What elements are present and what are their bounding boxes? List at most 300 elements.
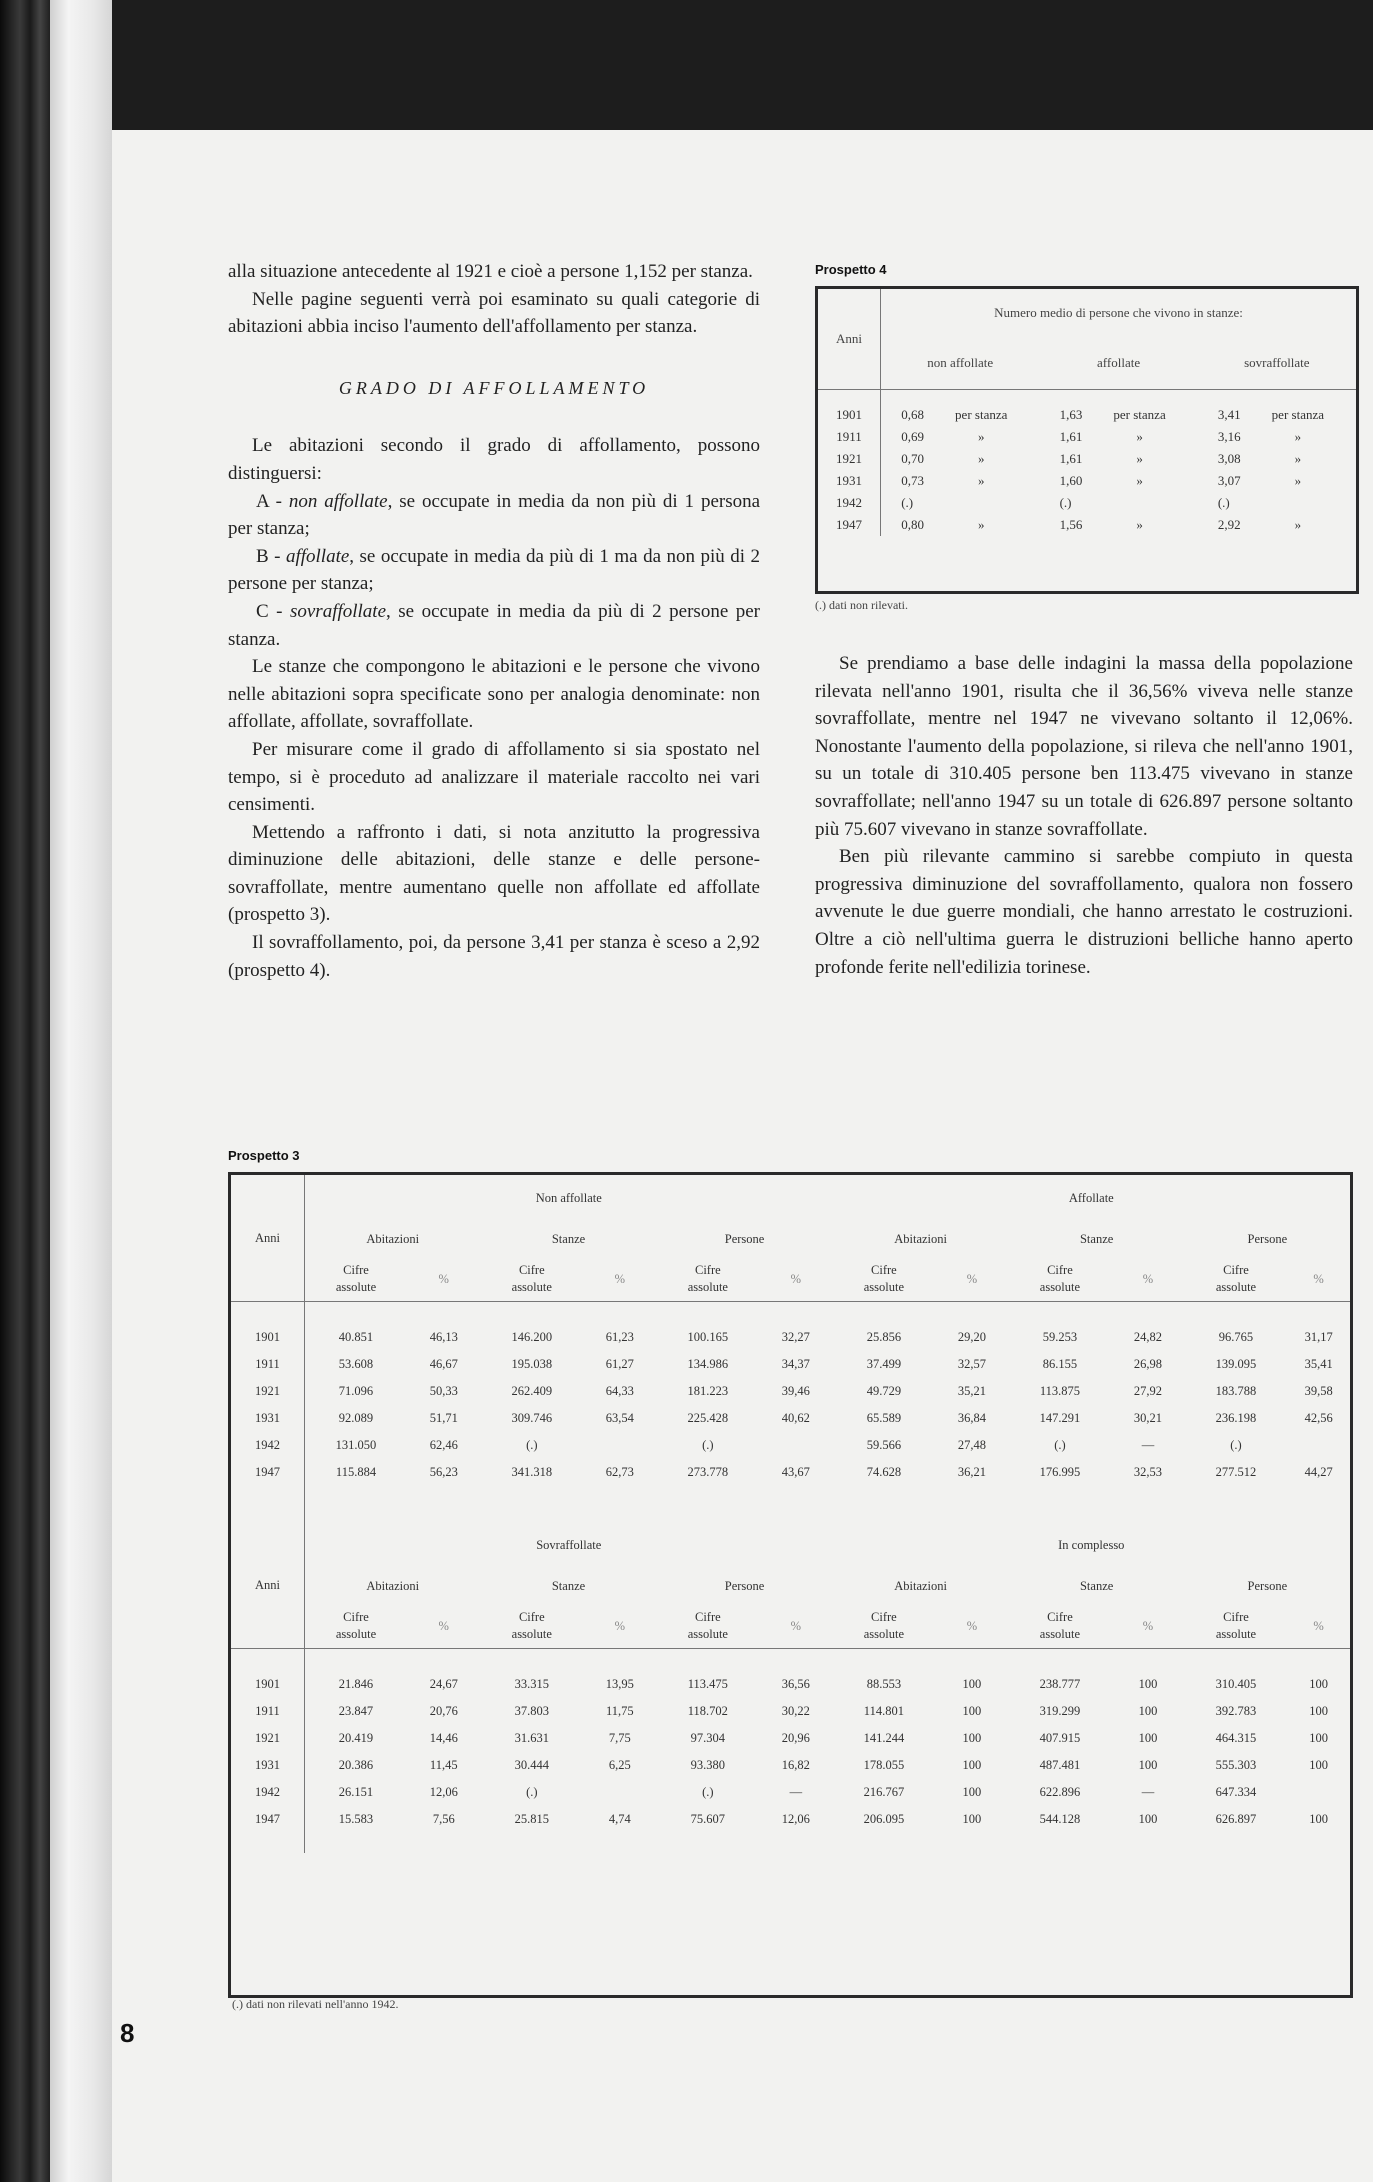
percent-cell: 100 [1309,1731,1329,1745]
absolute-value-cell: 206.095 [863,1812,905,1826]
cifre-header [480,1604,583,1649]
percent-cell: 100 [1138,1731,1158,1745]
year-cell: 1942 [231,1432,304,1459]
absolute-value-cell: 30.444 [514,1758,549,1772]
average-value: 0,69 [901,429,924,444]
paragraph: Se prendiamo a base delle indagini la massa della popolazione rilevata nell'anno 1901, risulta che il 36,56% viveva nelle stanze sovraffollate, mentre nel 1947 ne vivevano soltanto il 12,06%. Nonostante l'aumento della popolazione, si rileva che nell'anno 1901, su un totale di 310.405 persone ben 113.475 vivevano in stanze sovraffollate; nell'anno 1947 su un totale di 626.897 persone soltanto più 75.607 vivevano in stanze sovraffollate. [815,653,1353,840]
col-header-pers: Persone [724,1231,765,1246]
unit-label: per stanza [1271,407,1325,422]
absolute-value-cell: 139.095 [1215,1357,1257,1371]
percent-cell: 100 [962,1812,982,1826]
year-cell: 1911 [818,426,881,448]
absolute-value-cell: 407.915 [1039,1731,1081,1745]
prospetto-4-note: (.) dati non rilevati. [815,598,908,612]
col-header-abit: Abitazioni [894,1578,947,1593]
percent-cell: 30,22 [781,1704,810,1718]
term-non-affollate: non affollate [288,490,388,512]
table-row [818,426,1356,448]
absolute-value-cell: 277.512 [1215,1465,1257,1479]
cifre-label: Cifre [1223,1263,1249,1277]
percent-cell: 11,45 [429,1758,458,1772]
percent-cell: 14,46 [429,1731,458,1745]
average-value: 1,63 [1059,407,1083,422]
percent-cell: 29,20 [957,1330,986,1344]
percent-header: % [759,1604,832,1649]
average-value: 3,08 [1217,451,1241,466]
value-cell [881,492,1040,514]
percent-cell [1287,1779,1350,1806]
absolute-value-cell: 309.746 [511,1411,553,1425]
year-cell: 1921 [231,1378,304,1405]
average-value: 0,80 [901,517,924,532]
spacer-cell [304,1302,1350,1325]
absolute-value-cell: 225.428 [687,1411,729,1425]
scan-edge-dark [0,0,50,2182]
unit-label: » [1294,473,1302,488]
prospetto-3-table-frame [228,1172,1353,1998]
col-header-anni: Anni [231,1175,304,1302]
unit-label: per stanza [1113,407,1166,422]
percent-header: % [1111,1604,1184,1649]
cifre-header [304,1604,407,1649]
table-row [231,1459,1350,1486]
percent-cell: 100 [1309,1812,1329,1826]
table-row [231,1806,1350,1833]
assolute-label: assolute [511,1280,552,1294]
paragraph: Per misurare come il grado di affollamento si sia spostato nel tempo, si è proceduto ad analizzare il materiale raccolto nei vari censimenti. [228,738,760,816]
list-label: A - [256,490,282,512]
table-row [818,404,1356,426]
absolute-value-cell: 319.299 [1039,1704,1081,1718]
assolute-label: assolute [1215,1280,1257,1294]
assolute-label: assolute [687,1627,728,1641]
value-cell [1039,514,1197,536]
year-cell: 1931 [818,470,881,492]
col-header-anni: Anni [818,289,881,390]
value-cell [1198,470,1356,492]
year-cell: 1911 [231,1698,304,1725]
page-number: 8 [120,2018,135,2048]
absolute-value-cell: (.) [702,1785,714,1799]
year-cell: 1942 [231,1779,304,1806]
percent-cell: 27,92 [1133,1384,1163,1398]
cifre-label: Cifre [343,1610,369,1624]
absolute-value-cell: 626.897 [1215,1812,1257,1826]
absolute-value-cell: 25.856 [866,1330,902,1344]
percent-cell: 11,75 [605,1704,634,1718]
spacer-row [231,1833,1350,1853]
spacer-cell [304,1486,1350,1522]
prospetto-4-table-frame [815,286,1359,594]
percent-cell: 4,74 [608,1812,631,1826]
cifre-header [657,1257,760,1302]
average-value: 3,07 [1217,473,1241,488]
average-value: 0,70 [901,451,924,466]
year-cell: 1947 [231,1459,304,1486]
percent-header: % [935,1257,1008,1302]
paragraph: Ben più rilevante cammino si sarebbe compiuto in questa progressiva diminuzione del sovraffollamento, qualora non fossero avvenute le due guerre mondiali, che hanno arrestato le costruzioni. Oltre a ciò nell'ultima guerra le distruzioni belliche hanno aperto profonde ferite nell'edilizia torinese. [815,846,1353,978]
sub-header-row [231,1568,1350,1604]
percent-cell: — [789,1785,803,1799]
paragraph: Le abitazioni secondo il grado di affollamento, possono distinguersi: [228,435,760,484]
absolute-value-cell: (.) [1054,1438,1066,1452]
col-header-stanze: Stanze [551,1231,586,1246]
unit-label: » [1136,517,1143,532]
percent-cell: 20,96 [781,1731,810,1745]
table-row [231,1405,1350,1432]
percent-cell: 34,37 [781,1357,810,1371]
absolute-value-cell: 20.386 [338,1758,374,1772]
table-row [818,492,1356,514]
table-row [818,514,1356,536]
absolute-value-cell: 97.304 [690,1731,726,1745]
col-group-header: Numero medio di persone che vivono in stanze: [994,305,1243,320]
spacer-cell [231,1302,304,1325]
unit-label: » [977,517,985,532]
average-value: 2,92 [1217,517,1241,532]
cifre-header [1185,1257,1288,1302]
assolute-label: assolute [1039,1627,1081,1641]
absolute-value-cell: 544.128 [1039,1812,1081,1826]
percent-cell: 61,23 [605,1330,634,1344]
percent-header: % [759,1257,832,1302]
group-header-right: Affollate [1068,1190,1114,1205]
percent-cell: 20,76 [429,1704,458,1718]
percent-cell: — [1141,1785,1155,1799]
assolute-label: assolute [335,1627,377,1641]
absolute-value-cell: 195.038 [511,1357,553,1371]
percent-cell: 46,67 [429,1357,458,1371]
col-header-abit: Abitazioni [894,1231,947,1246]
table-row [231,1698,1350,1725]
list-text: , se occupate in media da più di 1 ma da non più di 2 persone per stanza; [228,545,761,595]
percent-cell: 32,53 [1133,1465,1163,1479]
percent-header: % [1287,1257,1350,1302]
absolute-value-cell: 176.995 [1039,1465,1081,1479]
cifre-header [657,1604,760,1649]
col-header-stanze: Stanze [551,1578,586,1593]
cifre-label: Cifre [871,1263,897,1277]
absolute-value-cell: 40.851 [338,1330,374,1344]
assolute-label: assolute [863,1627,905,1641]
table-row [818,448,1356,470]
percent-cell: 12,06 [781,1812,810,1826]
percent-cell: 100 [962,1785,982,1799]
average-value: 1,60 [1059,473,1083,488]
absolute-value-cell: 178.055 [863,1758,905,1772]
percent-cell [1287,1432,1350,1459]
unit-label: » [1294,451,1302,466]
absolute-value-cell: 49.729 [866,1384,902,1398]
assolute-label: assolute [687,1280,728,1294]
average-value: 1,61 [1059,429,1083,444]
col-header-non-affollate: non affollate [881,337,1040,390]
paragraph: Il sovraffollamento, poi, da persone 3,41 per stanza è sceso a 2,92 (prospetto 4). [228,932,760,981]
percent-cell: 36,56 [781,1677,810,1691]
percent-cell: 100 [962,1677,982,1691]
cifre-label: Cifre [343,1263,369,1277]
cifre-header [833,1257,936,1302]
table-row [231,1671,1350,1698]
value-cell [881,404,1040,426]
percent-cell [759,1432,832,1459]
prospetto-3-note: (.) dati non rilevati nell'anno 1942. [232,1997,399,2011]
percent-cell: 56,23 [429,1465,458,1479]
absolute-value-cell: 37.803 [514,1704,549,1718]
year-cell: 1947 [231,1806,304,1833]
cifre-label: Cifre [871,1610,897,1624]
spacer-cell [231,1649,304,1672]
percent-cell: 35,41 [1304,1357,1333,1371]
percent-cell: 43,67 [781,1465,810,1479]
cifre-header [1185,1604,1288,1649]
absolute-value-cell: 341.318 [511,1465,553,1479]
percent-cell [583,1432,656,1459]
list-label: C - [256,600,283,622]
absolute-value-cell: 93.380 [690,1758,726,1772]
year-cell: 1901 [231,1671,304,1698]
percent-cell: 46,13 [429,1330,458,1344]
absolute-value-cell: (.) [702,1438,714,1452]
list-item-b [228,543,760,598]
assolute-label: assolute [335,1280,377,1294]
unit-label: » [977,429,985,444]
list-text: , se occupate in media da più di 2 persone per stanza. [228,600,760,650]
col-header-sovraffollate: sovraffollate [1198,337,1356,390]
percent-cell: — [1141,1438,1155,1452]
percent-cell: 42,56 [1304,1411,1333,1425]
absolute-value-cell: 113.475 [687,1677,728,1691]
average-value: 0,73 [901,473,924,488]
table-row [231,1432,1350,1459]
absolute-value-cell: 31.631 [514,1731,549,1745]
absolute-value-cell: 115.884 [335,1465,377,1479]
percent-cell: 16,82 [781,1758,810,1772]
percent-cell: 24,82 [1133,1330,1163,1344]
average-value: 0,68 [901,407,924,422]
spacer-row [231,1649,1350,1672]
percent-cell: 6,25 [608,1758,631,1772]
absolute-value-cell: 238.777 [1039,1677,1081,1691]
spacer-row [231,1302,1350,1325]
year-cell: 1947 [818,514,881,536]
percent-cell: 36,21 [957,1465,986,1479]
cifre-header [1009,1257,1112,1302]
percent-cell: 61,27 [605,1357,634,1371]
spacer-cell [304,1649,1350,1672]
absolute-value-cell: 147.291 [1039,1411,1081,1425]
scan-edge-light [50,0,112,2182]
assolute-label: assolute [1039,1280,1081,1294]
group-header-left: Non affollate [535,1190,602,1205]
percent-cell: 12,06 [429,1785,458,1799]
percent-cell: 100 [962,1758,982,1772]
year-cell: 1901 [231,1324,304,1351]
col-header-stanze: Stanze [1079,1578,1114,1593]
year-cell: 1931 [231,1752,304,1779]
unit-label: » [977,473,985,488]
percent-header: % [935,1604,1008,1649]
absolute-value-cell: 92.089 [338,1411,374,1425]
percent-cell: 100 [1138,1704,1158,1718]
absolute-value-cell: 37.499 [866,1357,902,1371]
absolute-value-cell: 236.198 [1215,1411,1257,1425]
absolute-value-cell: 65.589 [866,1411,902,1425]
table-row [231,1351,1350,1378]
percent-cell: 100 [962,1731,982,1745]
year-cell: 1931 [231,1405,304,1432]
cifre-header [833,1604,936,1649]
cifre-header-row [231,1604,1350,1649]
unit-label: » [1294,429,1302,444]
year-cell: 1942 [818,492,881,514]
absolute-value-cell: 464.315 [1215,1731,1257,1745]
percent-cell: 50,33 [429,1384,458,1398]
percent-cell: 32,27 [781,1330,810,1344]
percent-cell: 100 [1309,1758,1329,1772]
cifre-label: Cifre [694,1610,721,1624]
assolute-label: assolute [863,1280,905,1294]
absolute-value-cell: 555.303 [1215,1758,1257,1772]
cifre-header [480,1257,583,1302]
percent-cell: 31,17 [1304,1330,1333,1344]
cifre-label: Cifre [694,1263,721,1277]
cifre-header [1009,1604,1112,1649]
value-cell [1039,448,1197,470]
percent-cell: 27,48 [957,1438,986,1452]
col-header-pers: Persone [1247,1578,1288,1593]
unit-label: » [1136,429,1143,444]
percent-cell: 100 [962,1704,982,1718]
percent-cell: 64,33 [605,1384,634,1398]
spacer-row [231,1486,1350,1522]
absolute-value-cell: 96.765 [1218,1330,1254,1344]
absolute-value-cell: 118.702 [687,1704,728,1718]
year-cell: 1921 [231,1725,304,1752]
percent-cell: 7,56 [432,1812,455,1826]
absolute-value-cell: 59.253 [1042,1330,1078,1344]
absolute-value-cell: 487.481 [1039,1758,1081,1772]
spacer-cell [231,1833,304,1853]
average-value: (.) [1059,495,1072,510]
average-value: 3,41 [1217,407,1241,422]
value-cell [881,514,1040,536]
value-cell [881,426,1040,448]
percent-cell: 62,73 [605,1465,634,1479]
section-heading: GRADO DI AFFOLLAMENTO [338,377,650,398]
absolute-value-cell: 100.165 [687,1330,729,1344]
absolute-value-cell: 131.050 [335,1438,377,1452]
prospetto-3-table [231,1175,1350,1853]
absolute-value-cell: 88.553 [866,1677,902,1691]
percent-cell: 100 [1138,1677,1158,1691]
absolute-value-cell: 114.801 [863,1704,904,1718]
unit-label: » [1136,473,1143,488]
absolute-value-cell: (.) [526,1438,538,1452]
left-text-column [228,258,760,984]
value-cell [881,448,1040,470]
assolute-label: assolute [511,1627,552,1641]
absolute-value-cell: 26.151 [338,1785,374,1799]
cifre-header-row [231,1257,1350,1302]
absolute-value-cell: 146.200 [511,1330,553,1344]
list-item-a [228,488,760,543]
absolute-value-cell: 21.846 [338,1677,374,1691]
group-header-right: In complesso [1058,1537,1125,1552]
prospetto-4-table [818,289,1356,536]
percent-cell: 100 [1309,1677,1329,1691]
percent-cell: 100 [1138,1812,1158,1826]
paragraph: Nelle pagine seguenti verrà poi esaminato su quali categorie di abitazioni abbia inciso l'aumento dell'affollamento per stanza. [228,288,760,338]
unit-label: » [1136,451,1143,466]
percent-header: % [583,1257,656,1302]
group-header-left: Sovraffollate [536,1537,602,1552]
cifre-label: Cifre [1223,1610,1249,1624]
percent-header: % [407,1604,480,1649]
value-cell [1039,470,1197,492]
group-header-row [231,1522,1350,1568]
absolute-value-cell: 310.405 [1215,1677,1257,1691]
percent-header: % [583,1604,656,1649]
absolute-value-cell: 647.334 [1215,1785,1257,1799]
average-value: 3,16 [1217,429,1241,444]
cifre-label: Cifre [1047,1263,1073,1277]
year-cell: 1901 [818,404,881,426]
paragraph: Le stanze che compongono le abitazioni e le persone che vivono nelle abitazioni sopra specificate sono per analogia denominate: non affollate, affollate, sovraffollate. [228,656,760,733]
list-text: , se occupate in media da non più di 1 persona per stanza; [228,490,761,540]
value-cell [1198,448,1356,470]
percent-cell: 30,21 [1133,1411,1163,1425]
paragraph: Mettendo a raffronto i dati, si nota anzitutto la progressiva diminuzione delle abitazioni, delle stanze e delle persone-sovraffollate, mentre aumentano quelle non affollate ed affollate (prospetto 3). [228,821,760,926]
table-row [231,1779,1350,1806]
table-row [231,1378,1350,1405]
cifre-label: Cifre [518,1263,545,1277]
col-header-affollate: affollate [1039,337,1197,390]
absolute-value-cell: 53.608 [338,1357,374,1371]
spacer-cell [231,1486,304,1522]
spacer-cell [304,1833,1350,1853]
group-header-row [231,1175,1350,1221]
col-header-pers: Persone [724,1578,765,1593]
percent-cell: 44,27 [1304,1465,1333,1479]
average-value: (.) [901,495,914,510]
value-cell [1198,404,1356,426]
absolute-value-cell: 23.847 [338,1704,374,1718]
percent-cell: 100 [1138,1758,1158,1772]
percent-cell [583,1779,656,1806]
cifre-label: Cifre [518,1610,545,1624]
absolute-value-cell: 183.788 [1215,1384,1257,1398]
value-cell [1039,492,1197,514]
sub-header-row [231,1221,1350,1257]
value-cell [1198,514,1356,536]
paragraph: alla situazione antecedente al 1921 e cioè a persone 1,152 per stanza. [228,261,753,282]
percent-cell: 39,46 [781,1384,810,1398]
col-header-pers: Persone [1247,1231,1288,1246]
unit-label: » [977,451,985,466]
unit-label: » [1294,517,1302,532]
absolute-value-cell: 86.155 [1042,1357,1078,1371]
percent-cell: 36,84 [957,1411,986,1425]
cifre-header [304,1257,407,1302]
absolute-value-cell: 25.815 [514,1812,549,1826]
absolute-value-cell: 113.875 [1039,1384,1081,1398]
year-cell: 1921 [818,448,881,470]
percent-header: % [1287,1604,1350,1649]
average-value: (.) [1217,495,1230,510]
average-value: 1,56 [1059,517,1083,532]
value-cell [1198,426,1356,448]
